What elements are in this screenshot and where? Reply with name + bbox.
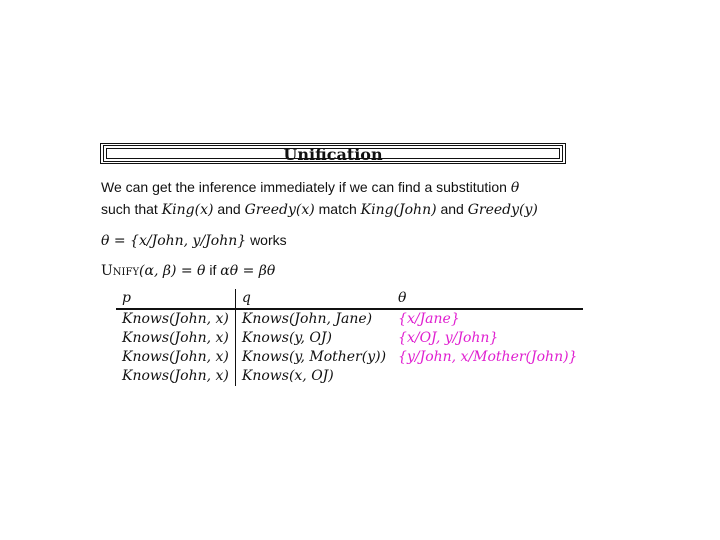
text-if: if — [209, 262, 217, 278]
title-box — [100, 143, 566, 164]
paragraph-line-1 — [101, 179, 519, 196]
paragraph-line-2 — [101, 201, 538, 218]
unify-condition: αθ = βθ — [220, 263, 276, 279]
text-and-1: and — [217, 201, 241, 217]
header-q: q — [235, 289, 392, 309]
unify-line — [101, 262, 275, 279]
expr-king-x: King(x) — [161, 202, 214, 218]
expr-greedy-x: Greedy(x) — [244, 202, 315, 218]
text-such-that: such that — [101, 201, 158, 217]
cell-theta — [392, 367, 583, 386]
cell-q: Knows(John, Jane) — [241, 311, 373, 327]
theta-symbol: θ — [510, 180, 520, 196]
unify-name: Unify — [101, 263, 140, 279]
cell-p: Knows(John, x) — [116, 348, 235, 367]
cell-q: Knows(x, OJ) — [241, 368, 334, 384]
cell-q: Knows(y, OJ) — [241, 330, 332, 346]
table-row — [116, 348, 583, 367]
text-match: match — [318, 201, 357, 217]
header-theta: θ — [392, 289, 583, 309]
cell-p: Knows(John, x) — [116, 367, 235, 386]
cell-theta: {y/John, x/Mother(John)} — [398, 349, 578, 365]
paragraph-text: We can get the inference immediately if we can find a substitution — [101, 179, 507, 195]
header-p: p — [116, 289, 235, 309]
expr-greedy-y: Greedy(y) — [467, 202, 538, 218]
cell-theta: {x/OJ, y/John} — [398, 330, 499, 346]
cell-theta: {x/Jane} — [398, 311, 460, 327]
unification-table — [116, 289, 583, 386]
cell-p: Knows(John, x) — [116, 329, 235, 348]
text-and-2: and — [440, 201, 464, 217]
unify-expression: (α, β) = θ — [139, 263, 206, 279]
expr-king-john: King(John) — [360, 202, 437, 218]
table-row — [116, 367, 583, 386]
table-row — [116, 309, 583, 329]
table-header-row — [116, 289, 583, 309]
theta-expression: θ = {x/John, y/John} — [101, 233, 247, 249]
text-works: works — [250, 232, 287, 248]
table-row — [116, 329, 583, 348]
theta-line — [101, 232, 287, 249]
cell-p: Knows(John, x) — [116, 309, 235, 329]
slide-title: Unification — [283, 145, 383, 164]
cell-q: Knows(y, Mother(y)) — [241, 349, 387, 365]
